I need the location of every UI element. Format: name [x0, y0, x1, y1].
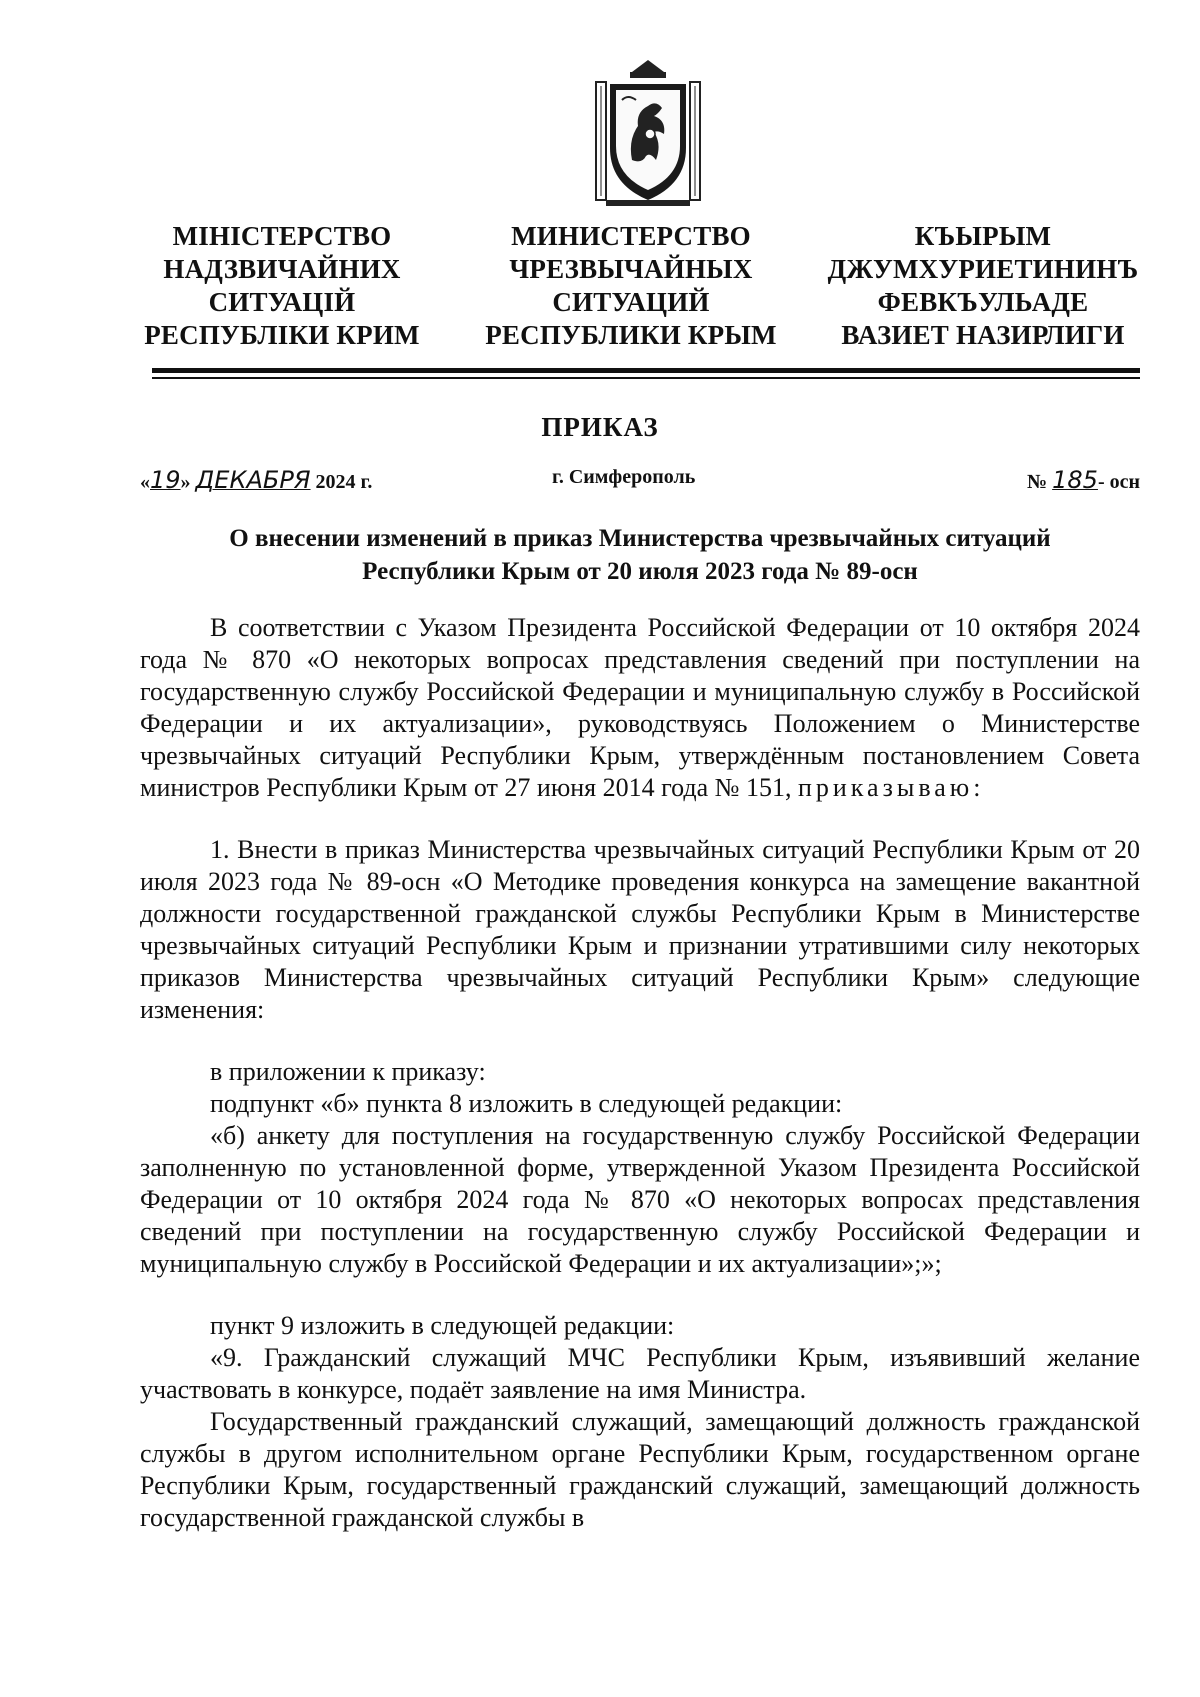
order-year: 2024 г. — [315, 471, 373, 493]
date-number-row — [140, 460, 1140, 500]
paragraph-subitem-b: подпункт «б» пункта 8 изложить в следующей редакции: — [210, 1089, 843, 1118]
paragraph-preamble — [140, 612, 1140, 804]
header-line: ФЕВКЪУЛЬАДЕ — [877, 287, 1089, 317]
number-suffix: - осн — [1097, 471, 1140, 493]
header-line: РЕСПУБЛИКИ КРЫМ — [485, 320, 777, 350]
subject-line: Республики Крым от 20 июля 2023 года № 89-осн — [362, 558, 918, 585]
header-line: СИТУАЦИЙ — [552, 287, 710, 317]
order-month: ДЕКАБРЯ — [195, 466, 311, 494]
subject-line: О внесении изменений в приказ Министерства чрезвычайных ситуаций — [229, 525, 1051, 552]
order-number — [1027, 466, 1140, 494]
header-line: РЕСПУБЛІКИ КРИМ — [144, 320, 420, 350]
header-line: СИТУАЦІЙ — [208, 287, 356, 317]
header-line: ДЖУМХУРИЕТИНИНЪ — [827, 254, 1139, 284]
ministry-header — [140, 220, 1140, 360]
number-prefix: № — [1027, 471, 1048, 493]
paragraph-state-servant: Государственный гражданский служащий, замещающий должность гражданской службы в другом исполнительном органе Республики Крым, государственном органе Республики Крым, государственный гражданский служащий, замещающий должность государственной гражданской службы в — [140, 1407, 1140, 1532]
header-russian — [468, 220, 794, 352]
header-line: НАДЗВИЧАЙНИХ — [163, 254, 401, 284]
order-word: приказываю: — [797, 773, 985, 802]
paragraph-annex: в приложении к приказу: — [210, 1057, 486, 1086]
header-line: МИНИСТЕРСТВО — [511, 221, 751, 251]
order-body — [140, 612, 1140, 1534]
coat-of-arms-emblem — [592, 60, 704, 210]
paragraph-item-1: 1. Внести в приказ Министерства чрезвычайных ситуаций Республики Крым от 20 июля 2023 года № 89-осн «О Методике проведения конкурса на замещение вакантной должности государственной гражданской службы Республики Крым в Министерстве чрезвычайных ситуаций Республики Крым и признании утратившими силу некоторых приказов Министерства чрезвычайных ситуаций Республики Крым» следующие изменения: — [140, 835, 1140, 1024]
header-ukrainian — [132, 220, 432, 352]
preamble-text: В соответствии с Указом Президента Российской Федерации от 10 октября 2024 года № 870 «О некоторых вопросах представления сведений при поступлении на государственную службу Российской Федерации и муниципальную службу в Российской Федерации и их актуализации», руководствуясь Положением о Министерстве чрезвычайных ситуаций Республики Крым, утверждённым постановлением Совета министров Республики Крым от 27 июня 2014 года № 151, — [140, 613, 1140, 802]
order-subject — [140, 522, 1140, 588]
paragraph-subitem-b-text: «б) анкету для поступления на государственную службу Российской Федерации заполненную по установленной форме, утвержденной Указом Президента Российской Федерации от 10 октября 2024 года № 870 «О некоторых вопросах представления сведений при поступлении на государственную службу Российской Федерации и муниципальную службу в Российской Федерации и их актуализации»;»; — [140, 1121, 1140, 1278]
order-day: 19 — [150, 466, 181, 494]
order-title: ПРИКАЗ — [541, 412, 659, 442]
header-line: МІНІСТЕРСТВО — [172, 221, 392, 251]
header-divider-thick — [152, 368, 1140, 373]
paragraph-item-9: пункт 9 изложить в следующей редакции: — [210, 1311, 675, 1340]
number-handwritten: 185 — [1052, 466, 1098, 494]
header-line: КЪЫРЫМ — [914, 221, 1052, 251]
header-crimean-tatar — [818, 220, 1148, 352]
order-date: «19» ДЕКАБРЯ 2024 г. — [140, 466, 373, 494]
header-line: ЧРЕЗВЫЧАЙНЫХ — [509, 254, 753, 284]
order-city: г. Симферополь — [552, 466, 696, 488]
header-line: ВАЗИЕТ НАЗИРЛИГИ — [841, 320, 1125, 350]
header-divider-thin — [152, 377, 1140, 379]
paragraph-item-9-text: «9. Гражданский служащий МЧС Республики Крым, изъявивший желание участвовать в конкурсе, подаёт заявление на имя Министра. — [140, 1343, 1140, 1404]
